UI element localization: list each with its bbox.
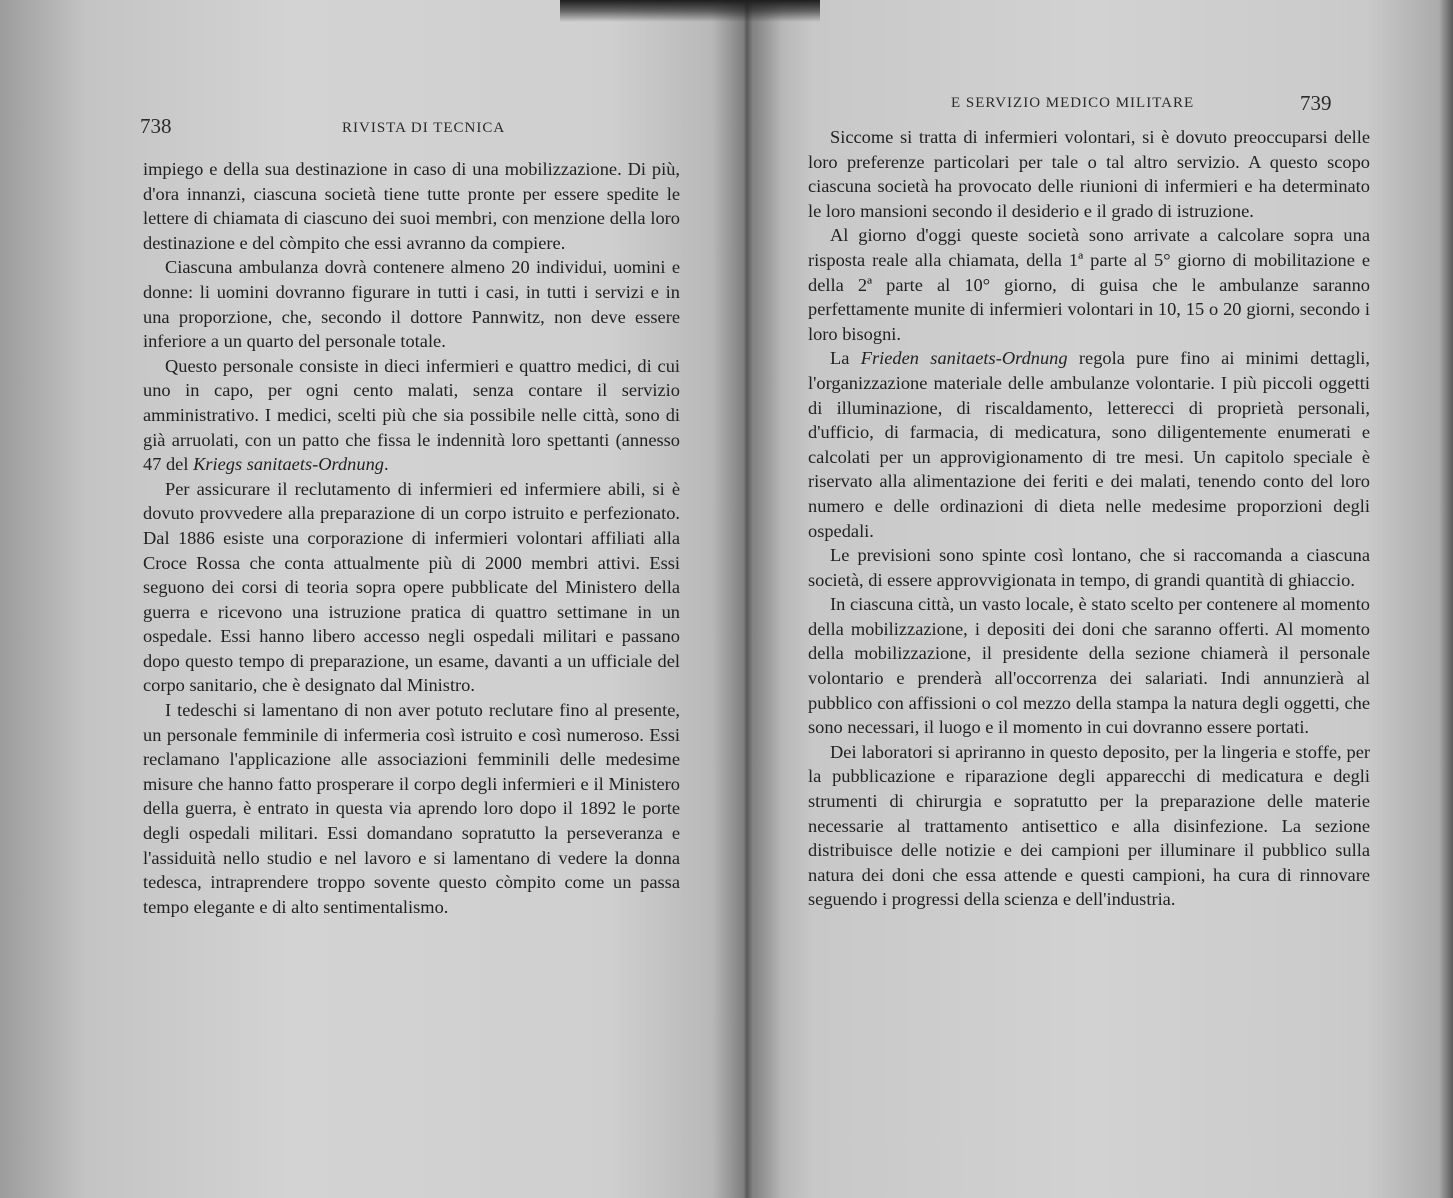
paragraph: Le previsioni sono spinte così lontano, che si raccomanda a ciascuna società, di essere approvvigionata in tempo, di grandi quantità di ghiaccio.: [808, 545, 1370, 590]
paragraph: I tedeschi si lamentano di non aver potuto reclutare fino al presente, un personale femminile di infermeria così istruito e così numeroso. Essi reclamano l'applicazione alle associazioni femminili delle medesime misure che hanno fatto prosperare il corpo degli infermieri e il Ministero della guerra, è entrato in questa via aprendo loro dopo il 1892 le porte degli ospedali militari. Essi domandano sopratutto la perseveranza e l'assiduità nello studio e nel lavoro e si lamentano di vedere la donna tedesca, intraprendere troppo sovente questo còmpito come un passa tempo elegante e di alto sentimentalismo.: [143, 700, 680, 917]
page-number: 739: [1300, 91, 1332, 115]
paragraph: Al giorno d'oggi queste società sono arrivate a calcolare sopra una risposta reale alla chiamata, della 1ª parte al 5° giorno di mobilitazione e della 2ª parte al 10° giorno, di guisa che le ambulanze saranno perfettamente munite di infermieri volontari in 10, 15 o 20 giorni, secondo i loro bisogni.: [808, 225, 1370, 344]
running-title: E SERVIZIO MEDICO MILITARE: [951, 95, 1195, 111]
italic-title: Kriegs sanitaets-Ordnung: [193, 454, 384, 475]
paragraph: Ciascuna ambulanza dovrà contenere almeno 20 individui, uomini e donne: li uomini dovranno figurare in tutti i casi, in tutti i servizi e in una proporzione, che, secondo il dottore Pannwitz, non deve essere inferiore a un quarto del personale totale.: [143, 257, 680, 352]
left-body-text: [143, 157, 680, 919]
page-number: 738: [140, 114, 172, 138]
running-title: RIVISTA DI TECNICA: [342, 120, 506, 136]
paragraph: Questo personale consiste in dieci infermieri e quattro medici, di cui uno in capo, per ogni cento malati, senza contare il servizio amministrativo. I medici, scelti più che sia possibile nelle città, sono di già arruolati, con un patto che fissa le indennità loro spettanti (annesso 47 del Kriegs sanitaets-Ordnung.: [143, 355, 680, 475]
italic-title: Frieden sanitaets-Ordnung: [860, 348, 1068, 369]
paragraph: Siccome si tratta di infermieri volontari, si è dovuto preoccuparsi delle loro preferenze particolari per tale o tal altro servizio. A questo scopo ciascuna società ha provocato delle riunioni di infermieri e ha determinato le loro mansioni secondo il desiderio e il grado di istruzione.: [808, 127, 1370, 221]
paragraph: La Frieden sanitaets-Ordnung regola pure fino ai minimi dettagli, l'organizzazione materiale delle ambulanze volontarie. I più piccoli oggetti di illuminazione, di riscaldamento, letterecci di proprietà personali, d'ufficio, di farmacia, di medicatura, sono diligentemente enumerati e calcolati per un approvigionamento di tre mesi. Un capitolo speciale è riservato alla alimentazione dei feriti e dei malati, tenendo conto del loro numero e delle ordinazioni di dieta nelle medesime proporzioni degli ospedali.: [808, 348, 1371, 541]
page-edge-shadow: [1439, 0, 1453, 1198]
binding-shadow: [560, 0, 820, 22]
right-body-text: [808, 125, 1370, 912]
paragraph: In ciascuna città, un vasto locale, è stato scelto per contenere al momento della mobilizzazione, i depositi dei doni che saranno offerti. Al momento della mobilizzazione, il presidente della sezione chiamerà il personale volontario e prenderà all'occorrenza dei salariati. Indi annunzierà al pubblico con affissioni o col mezzo della stampa la natura degli oggetti, che sono necessari, il luogo e il momento in cui dovranno essere portati.: [808, 594, 1370, 738]
paragraph: Per assicurare il reclutamento di infermieri ed infermiere abili, si è dovuto provvedere alla preparazione di un corpo istruito e perfezionato. Dal 1886 esiste una corporazione di infermieri volontari affiliati alla Croce Rossa che conta attualmente più di 2000 membri attivi. Essi seguono dei corsi di teoria sopra opere pubblicate del Ministero della guerra e ricevono una istruzione pratica di quattro settimane in un ospedale. Essi hanno libero accesso negli ospedali militari e passano dopo questo tempo di preparazione, un esame, davanti a un ufficiale del corpo sanitario, che è designato dal Ministro.: [143, 478, 680, 696]
paragraph: impiego e della sua destinazione in caso di una mobilizzazione. Di più, d'ora innanzi, ciascuna società tiene tutte pronte per essere spedite le lettere di chiamata di ciascuno dei suoi membri, con menzione della loro destinazione e del còmpito che essi avranno da compiere.: [143, 159, 680, 253]
paragraph: Dei laboratori si apriranno in questo deposito, per la lingeria e stoffe, per la pubblicazione e riparazione degli apparecchi di medicatura e degli strumenti di chirurgia e sopratutto per la preparazione delle materie necessarie al trattamento antisettico e alla disinfezione. La sezione distribuisce delle notizie e dei campioni per illuminare il pubblico sulla natura dei doni che essa attende e questi campioni, ha cura di rinnovare seguendo i progressi della scienza e dell'industria.: [808, 741, 1370, 910]
right-page: [745, 0, 1453, 1198]
